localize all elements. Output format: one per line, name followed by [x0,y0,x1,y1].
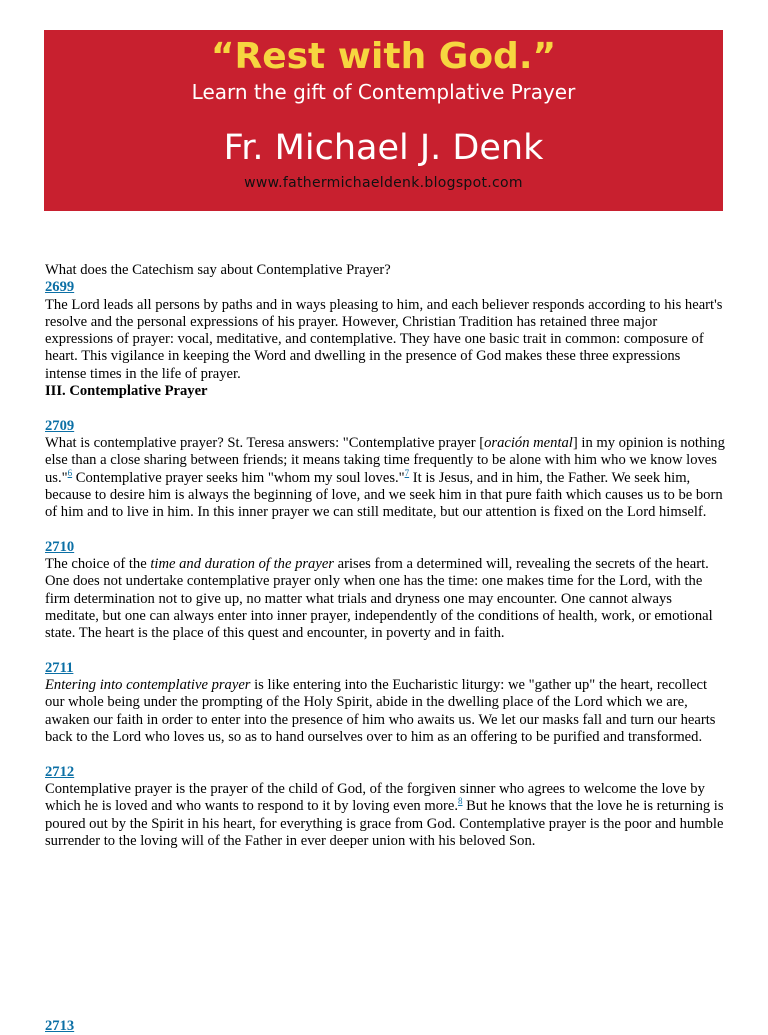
paragraph-link-2709[interactable]: 2709 [45,417,75,434]
paragraph-link-2713[interactable]: 2713 [45,1018,75,1034]
text-span: It is Jesus, and in him, the Father. We seek him, because to desire him is always the beginning of love, and we seek him in that pure faith which causes us to be born of him and to live in him. In this inner prayer we can still meditate, but our attention is fixed on the Lord himself. [45,469,723,521]
footnote-link-7[interactable]: 7 [404,467,410,478]
emphasis-span: oración mental [484,434,573,451]
text-span: arises from a determined will, revealing the secrets of the heart. One does not undertake contemplative prayer only when one has the time: one makes time for the Lord, with the firm determination not to give up, no matter what trials and dryness one may encounter. One cannot always meditate, but one can always enter into inner prayer, independently of the conditions of health, work, or emotional state. The heart is the place of this quest and encounter, in poverty and in faith. [45,556,713,642]
text-span: Contemplative prayer seeks him "whom my soul loves." [72,469,405,486]
text-span: The choice of the [45,556,151,573]
intro-question: What does the Catechism say about Contemplative Prayer? [45,262,391,278]
paragraph-link-2699[interactable]: 2699 [45,279,75,296]
document-body [45,262,725,850]
footnote-link-8[interactable]: 8 [458,796,463,807]
text-span: Contemplative prayer is the prayer of the child of God, of the forgiven sinner who agrees to welcome the love by which he is loved and who wants to respond to it by loving even more. [45,780,705,815]
paragraph-link-2710[interactable]: 2710 [45,538,75,555]
paragraph-2711 [45,677,725,746]
banner-quote: “Rest with God.” [210,36,557,77]
paragraph-2710 [45,556,725,642]
footnote-link-6[interactable]: 6 [67,467,73,478]
paragraph-2699: The Lord leads all persons by paths and in ways pleasing to him, and each believer responds according to his heart's resolve and the personal expressions of his prayer. However, Christian Tradition has retained three major expressions of prayer: vocal, meditative, and contemplative. They have one basic trait in common: composure of heart. This vigilance in keeping the Word and dwelling in the presence of God makes these three expressions intense times in the life of prayer. [45,296,723,382]
banner-url: www.fathermichaeldenk.blogspot.com [244,175,523,191]
text-span: is like entering into the Eucharistic liturgy: we "gather up" the heart, recollect our whole being under the prompting of the Holy Spirit, abide in the dwelling place of the Lord which we are, awaken our faith in order to enter into the presence of him who awaits us. We let our masks fall and turn our hearts back to the Lord who loves us, so as to hand ourselves over to him as an offering to be purified and transformed. [45,677,716,746]
emphasis-span: time and duration of the prayer [150,556,334,573]
paragraph-link-2711[interactable]: 2711 [45,659,74,676]
text-span: ] in my opinion is nothing else than a close sharing between friends; it means taking time frequently to be alone with him who we know loves us." [45,434,725,486]
banner-author: Fr. Michael J. Denk [223,128,544,168]
banner-subtitle: Learn the gift of Contemplative Prayer [191,80,576,104]
paragraph-2709 [45,435,725,521]
header-banner [44,30,723,211]
emphasis-span: Entering into contemplative prayer [45,677,251,694]
paragraph-link-2712[interactable]: 2712 [45,763,75,780]
text-span: But he knows that the love he is returning is poured out by the Spirit in his heart, for everything is grace from God. Contemplative prayer is the poor and humble surrender to the loving will of the Father in ever deeper union with his beloved Son. [45,798,724,849]
section-heading: III. Contemplative Prayer [45,383,208,400]
paragraph-2712 [45,781,725,850]
text-span: What is contemplative prayer? St. Teresa answers: "Contemplative prayer [ [45,434,485,451]
